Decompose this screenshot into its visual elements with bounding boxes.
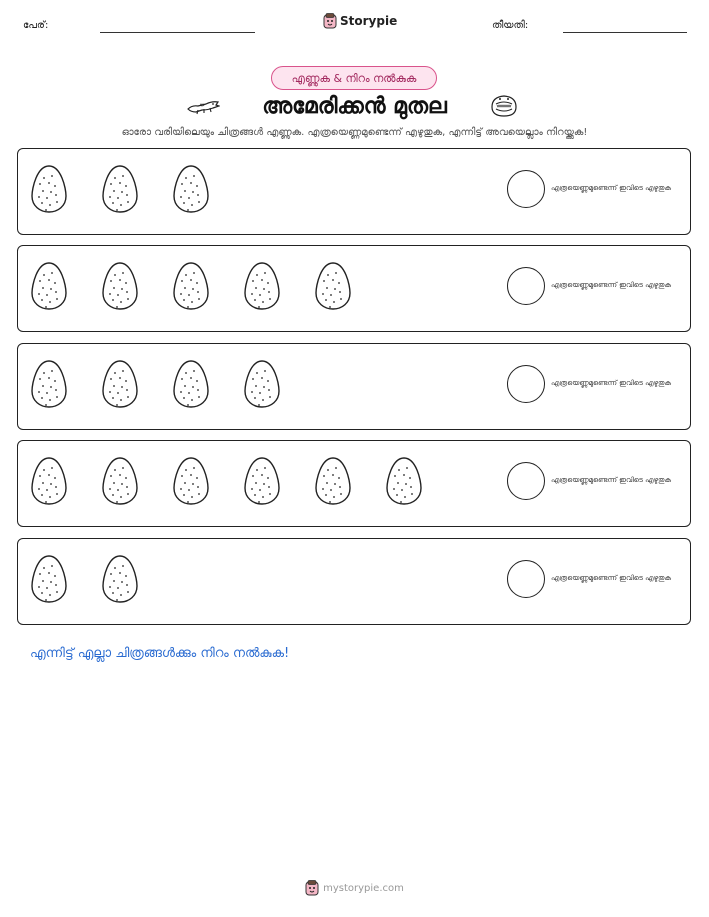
speckled-egg-icon[interactable]	[243, 261, 281, 315]
instructions: ഓരോ വരിയിലെയും ചിത്രങ്ങൾ എണ്ണുക. എത്രയെണ്ണമുണ്ടെന്ന് എഴുതുക, എന്നിട്ട് അവയെല്ലാം നിറയ്ക്കുക!	[121, 127, 588, 138]
date-label: തീയതി:	[492, 20, 529, 31]
count-row	[17, 538, 691, 625]
answer-hint: എത്രയെണ്ണമുണ്ടെന്ന് ഇവിടെ എഴുതുക	[551, 184, 672, 192]
alligator-head-icon	[489, 93, 519, 119]
speckled-egg-icon[interactable]	[314, 261, 352, 315]
speckled-egg-icon[interactable]	[30, 554, 68, 608]
speckled-egg-icon[interactable]	[101, 164, 139, 218]
activity-tag: എണ്ണുക & നിറം നൽകുക	[271, 66, 437, 90]
footer	[0, 880, 709, 900]
color-instruction: എന്നിട്ട് എല്ലാ ചിത്രങ്ങൾക്കും നിറം നൽകുക!	[30, 646, 290, 661]
speckled-egg-icon[interactable]	[30, 164, 68, 218]
answer-circle[interactable]	[507, 462, 545, 500]
speckled-egg-icon[interactable]	[101, 261, 139, 315]
count-row	[17, 148, 691, 235]
answer-hint: എത്രയെണ്ണമുണ്ടെന്ന് ഇവിടെ എഴുതുക	[551, 281, 672, 289]
speckled-egg-icon[interactable]	[101, 359, 139, 413]
speckled-egg-icon[interactable]	[101, 456, 139, 510]
speckled-egg-icon[interactable]	[172, 261, 210, 315]
speckled-egg-icon[interactable]	[30, 359, 68, 413]
speckled-egg-icon[interactable]	[30, 261, 68, 315]
count-row	[17, 245, 691, 332]
speckled-egg-icon[interactable]	[243, 456, 281, 510]
page-title: അമേരിക്കൻ മുതല	[262, 94, 447, 119]
speckled-egg-icon[interactable]	[172, 456, 210, 510]
speckled-egg-icon[interactable]	[385, 456, 423, 510]
answer-hint: എത്രയെണ്ണമുണ്ടെന്ന് ഇവിടെ എഴുതുക	[551, 379, 672, 387]
speckled-egg-icon[interactable]	[172, 359, 210, 413]
answer-circle[interactable]	[507, 560, 545, 598]
answer-hint: എത്രയെണ്ണമുണ്ടെന്ന് ഇവിടെ എഴുതുക	[551, 476, 672, 484]
storypie-mascot-icon	[305, 880, 319, 896]
speckled-egg-icon[interactable]	[30, 456, 68, 510]
count-row	[17, 440, 691, 527]
brand-logo	[323, 13, 397, 29]
answer-hint: എത്രയെണ്ണമുണ്ടെന്ന് ഇവിടെ എഴുതുക	[551, 574, 672, 582]
speckled-egg-icon[interactable]	[243, 359, 281, 413]
speckled-egg-icon[interactable]	[314, 456, 352, 510]
answer-circle[interactable]	[507, 365, 545, 403]
date-write-line[interactable]	[563, 32, 687, 33]
speckled-egg-icon[interactable]	[101, 554, 139, 608]
footer-url: mystorypie.com	[323, 882, 404, 894]
name-write-line[interactable]	[100, 32, 255, 33]
answer-circle[interactable]	[507, 267, 545, 305]
answer-circle[interactable]	[507, 170, 545, 208]
title-row	[0, 92, 709, 122]
brand-name: Storypie	[340, 14, 398, 28]
name-label: പേര്:	[23, 20, 49, 31]
speckled-egg-icon[interactable]	[172, 164, 210, 218]
count-row	[17, 343, 691, 430]
worksheet-header	[0, 0, 709, 44]
storypie-mascot-icon	[323, 13, 337, 29]
